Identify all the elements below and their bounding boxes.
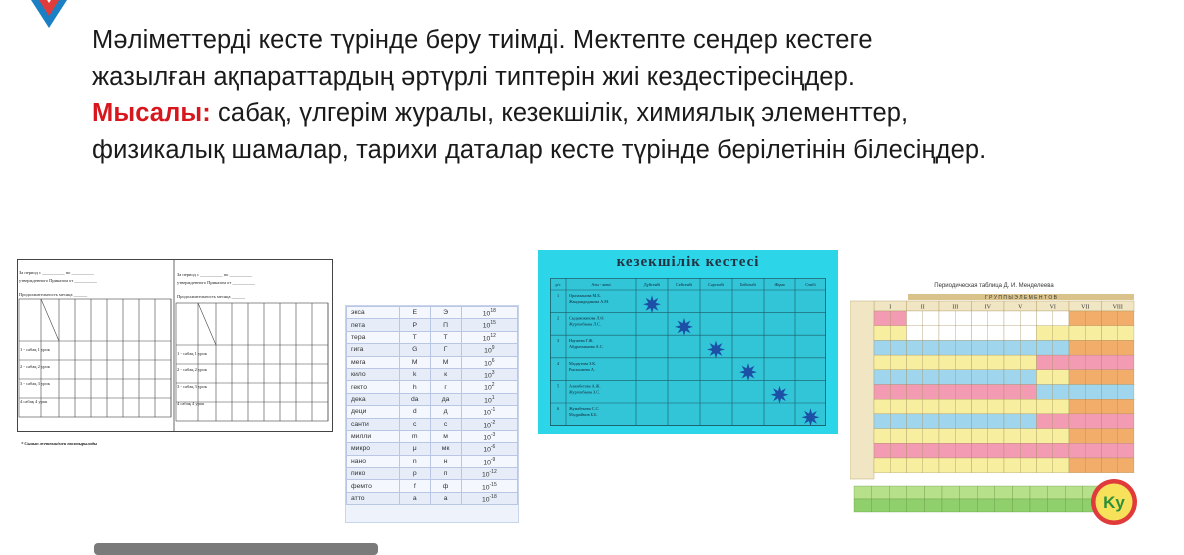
- duty-row-number: 4: [556, 360, 560, 366]
- duty-row-number: 2: [556, 315, 560, 321]
- form-a-row-3: 3 - сабақ 3 урок: [20, 381, 50, 386]
- intro-paragraph: [92, 22, 1152, 168]
- prefix-row: [347, 381, 518, 393]
- form-b-row-4: 4 сабақ 4 урок: [177, 401, 205, 406]
- ky-badge-icon: [1089, 477, 1139, 527]
- prefix-symbol-latin: c: [400, 418, 431, 430]
- pt-group-label: II: [920, 304, 925, 311]
- duty-header: Сәрсенбі: [707, 282, 725, 287]
- duty-row-number: 3: [556, 338, 560, 344]
- duty-row-name: Оразаханова М.Б.: [569, 293, 601, 298]
- prefix-name: гига: [347, 344, 400, 356]
- prefix-row: [347, 356, 518, 368]
- prefix-row: [347, 468, 518, 480]
- prefix-symbol-cyrillic: Э: [430, 307, 461, 319]
- form-b-header-1: За период с __________ по __________: [177, 272, 253, 277]
- prefix-row: [347, 443, 518, 455]
- prefix-symbol-cyrillic: ф: [430, 480, 461, 492]
- text-line-2: жазылған ақпараттардың әртүрлі типтерін жиі кездестіресіңдер.: [92, 62, 856, 91]
- form-b-header-2: утвержденного Приказом от __________: [177, 280, 255, 285]
- duty-star-icon: [643, 295, 661, 313]
- duty-header: Сенбі: [805, 282, 816, 287]
- duty-star-icon: [739, 363, 757, 381]
- duty-row-name: Алимбетова А.Ж.: [569, 383, 601, 389]
- prefix-row: [347, 307, 518, 319]
- text-line-1: Мәліметтерді кесте түрінде беру тиімді. Мектепте сендер кестеге: [92, 26, 873, 54]
- duty-header: Бейсенбі: [740, 282, 756, 287]
- form-a-row-1: 1 - сабақ 1 урок: [20, 347, 50, 352]
- duty-roster-title: кезекшілік кестесі: [616, 254, 760, 270]
- ky-badge-text: Ky: [1103, 493, 1125, 512]
- prefix-symbol-latin: da: [400, 393, 431, 405]
- prefix-name: деци: [347, 406, 400, 418]
- duty-row-number: 6: [556, 406, 560, 411]
- prefix-row: [347, 418, 518, 430]
- prefix-name: кило: [347, 368, 400, 380]
- prefix-symbol-latin: k: [400, 368, 431, 380]
- prefix-symbol-latin: d: [400, 406, 431, 418]
- prefix-name: дека: [347, 393, 400, 405]
- prefix-symbol-cyrillic: Г: [430, 344, 461, 356]
- duty-roster-image: [538, 250, 838, 434]
- prefix-symbol-latin: μ: [400, 443, 431, 455]
- prefix-symbol-latin: G: [400, 344, 431, 356]
- prefix-symbol-latin: h: [400, 381, 431, 393]
- prefix-row: [347, 331, 518, 343]
- lesson-forms-image: [17, 259, 333, 449]
- prefix-factor: $10^{-12}$: [461, 468, 517, 480]
- prefix-factor: $10^{-9}$: [461, 455, 517, 467]
- prefix-symbol-cyrillic: а: [430, 492, 461, 504]
- duty-row-name: Мадраймов Б.Б.: [569, 412, 598, 417]
- prefix-row: [347, 393, 518, 405]
- prefix-name: милли: [347, 430, 400, 442]
- prefix-symbol-cyrillic: к: [430, 368, 461, 380]
- prefix-symbol-latin: f: [400, 480, 431, 492]
- duty-star-icon: [771, 386, 789, 404]
- prefix-factor: $10^6$: [461, 356, 517, 368]
- text-line-4: физикалық шамалар, тарихи даталар кесте түрінде берілетінін білесіңдер.: [92, 135, 987, 164]
- prefix-name: пета: [347, 319, 400, 331]
- prefix-factor: $10^{15}$: [461, 319, 517, 331]
- pt-group-label: V: [1018, 304, 1023, 311]
- form-b-row-3: 3 - сабақ 3 урок: [177, 384, 207, 389]
- duty-star-icon: [707, 341, 725, 359]
- brand-logo-icon: [18, 0, 80, 30]
- prefix-symbol-latin: M: [400, 356, 431, 368]
- prefix-symbol-cyrillic: п: [430, 468, 461, 480]
- prefix-row: [347, 455, 518, 467]
- prefix-name: микро: [347, 443, 400, 455]
- duty-row-number: 5: [556, 383, 560, 389]
- duty-star-icon: [675, 318, 693, 336]
- prefix-row: [347, 406, 518, 418]
- prefix-factor: $10^{-3}$: [461, 430, 517, 442]
- form-b-row-1: 1 - сабақ 1 урок: [177, 351, 207, 356]
- prefix-symbol-cyrillic: Т: [430, 331, 461, 343]
- si-prefix-table-image: [345, 305, 519, 523]
- prefix-symbol-cyrillic: да: [430, 393, 461, 405]
- prefix-symbol-cyrillic: М: [430, 356, 461, 368]
- bottom-scroll-bar[interactable]: [94, 543, 378, 555]
- prefix-row: [347, 480, 518, 492]
- duty-header: Аты - жөні: [591, 282, 611, 287]
- prefix-factor: $10^2$: [461, 381, 517, 393]
- prefix-name: нано: [347, 455, 400, 467]
- prefix-name: тера: [347, 331, 400, 343]
- prefix-factor: $10^{18}$: [461, 307, 517, 319]
- duty-row-name: Жандандоданова А.М.: [569, 299, 610, 304]
- pt-group-label: IV: [984, 304, 991, 311]
- duty-header: Жұма: [774, 282, 785, 287]
- duty-row-name: Жургенбаева З.С.: [569, 389, 601, 395]
- prefix-factor: $10^3$: [461, 368, 517, 380]
- form-b-header-3: Продолжительность месяца ______: [177, 294, 246, 299]
- prefix-symbol-latin: Е: [400, 307, 431, 319]
- example-label: Мысалы:: [92, 99, 211, 127]
- duty-row-name: Жумабекова С.С.: [569, 406, 600, 411]
- prefix-name: мега: [347, 356, 400, 368]
- duty-roster-table: [550, 278, 826, 426]
- prefix-row: [347, 492, 518, 504]
- duty-row-name: Жургенбаева Л.С.: [569, 321, 601, 327]
- prefix-factor: $10^{-15}$: [461, 480, 517, 492]
- prefix-name: атто: [347, 492, 400, 504]
- prefix-row: [347, 319, 518, 331]
- duty-row-name: Мадаутова З.К.: [569, 360, 597, 366]
- form-b-row-2: 2 - сабақ 2 урок: [177, 367, 207, 372]
- prefix-factor: $10^{-2}$: [461, 418, 517, 430]
- prefix-symbol-cyrillic: с: [430, 418, 461, 430]
- duty-row-name: Рыскалиева А.: [569, 366, 595, 372]
- prefix-symbol-cyrillic: м: [430, 430, 461, 442]
- si-prefix-table: [346, 306, 518, 505]
- duty-row-number: 1: [556, 293, 560, 298]
- pt-group-label: III: [952, 304, 959, 311]
- prefix-factor: $10^{-18}$: [461, 492, 517, 504]
- duty-row-name: Наушева Г.Ж.: [569, 338, 594, 344]
- pt-group-header: Г Р У П П Ы Э Л Е М Е Н Т О В: [985, 295, 1057, 301]
- prefix-name: пико: [347, 468, 400, 480]
- duty-row-name: Абдрахманова А.С.: [569, 344, 604, 350]
- form-a-header-3: Продолжительность месяца ______: [19, 292, 88, 297]
- forms-footnote: * Сынып жетекшімен толтырылады: [21, 441, 98, 446]
- prefix-symbol-latin: Т: [400, 331, 431, 343]
- prefix-row: [347, 368, 518, 380]
- prefix-name: фемто: [347, 480, 400, 492]
- duty-star-icon: [802, 408, 820, 426]
- prefix-symbol-latin: p: [400, 468, 431, 480]
- prefix-symbol-cyrillic: г: [430, 381, 461, 393]
- text-line-3: [92, 95, 1152, 132]
- prefix-symbol-latin: a: [400, 492, 431, 504]
- prefix-symbol-cyrillic: мк: [430, 443, 461, 455]
- periodic-table-title: Периодическая таблица Д. И. Менделеева: [934, 283, 1054, 289]
- form-a-header-1: За период с __________ по __________: [19, 270, 95, 275]
- prefix-symbol-latin: n: [400, 455, 431, 467]
- text-line-3-rest: сабақ, үлгерім журалы, кезекшілік, химиялық элементтер,: [210, 99, 909, 127]
- form-a-row-2: 2 - сабақ 2 урок: [20, 364, 50, 369]
- pt-group-label: VII: [1081, 304, 1090, 311]
- prefix-symbol-cyrillic: П: [430, 319, 461, 331]
- duty-row-name: Сыдыкоканова Л.Ө.: [569, 315, 605, 321]
- pt-group-label: VI: [1049, 304, 1056, 311]
- prefix-factor: $10^1$: [461, 393, 517, 405]
- prefix-factor: $10^{12}$: [461, 331, 517, 343]
- prefix-row: [347, 344, 518, 356]
- duty-header: Дүйсенбі: [643, 282, 661, 287]
- prefix-factor: $10^{-6}$: [461, 443, 517, 455]
- prefix-name: санти: [347, 418, 400, 430]
- prefix-name: гекто: [347, 381, 400, 393]
- duty-header: р/с: [555, 282, 561, 287]
- prefix-factor: $10^{-1}$: [461, 406, 517, 418]
- prefix-symbol-cyrillic: д: [430, 406, 461, 418]
- prefix-row: [347, 430, 518, 442]
- prefix-symbol-latin: Р: [400, 319, 431, 331]
- prefix-factor: $10^9$: [461, 344, 517, 356]
- prefix-name: экса: [347, 307, 400, 319]
- form-a-header-2: утвержденного Приказом от __________: [19, 278, 97, 283]
- form-a-row-4: 4 сабақ 4 урок: [20, 399, 48, 404]
- prefix-symbol-latin: m: [400, 430, 431, 442]
- duty-header: Сейсенбі: [675, 282, 693, 287]
- pt-group-label: I: [889, 304, 892, 311]
- prefix-symbol-cyrillic: н: [430, 455, 461, 467]
- pt-group-label: VIII: [1112, 304, 1123, 311]
